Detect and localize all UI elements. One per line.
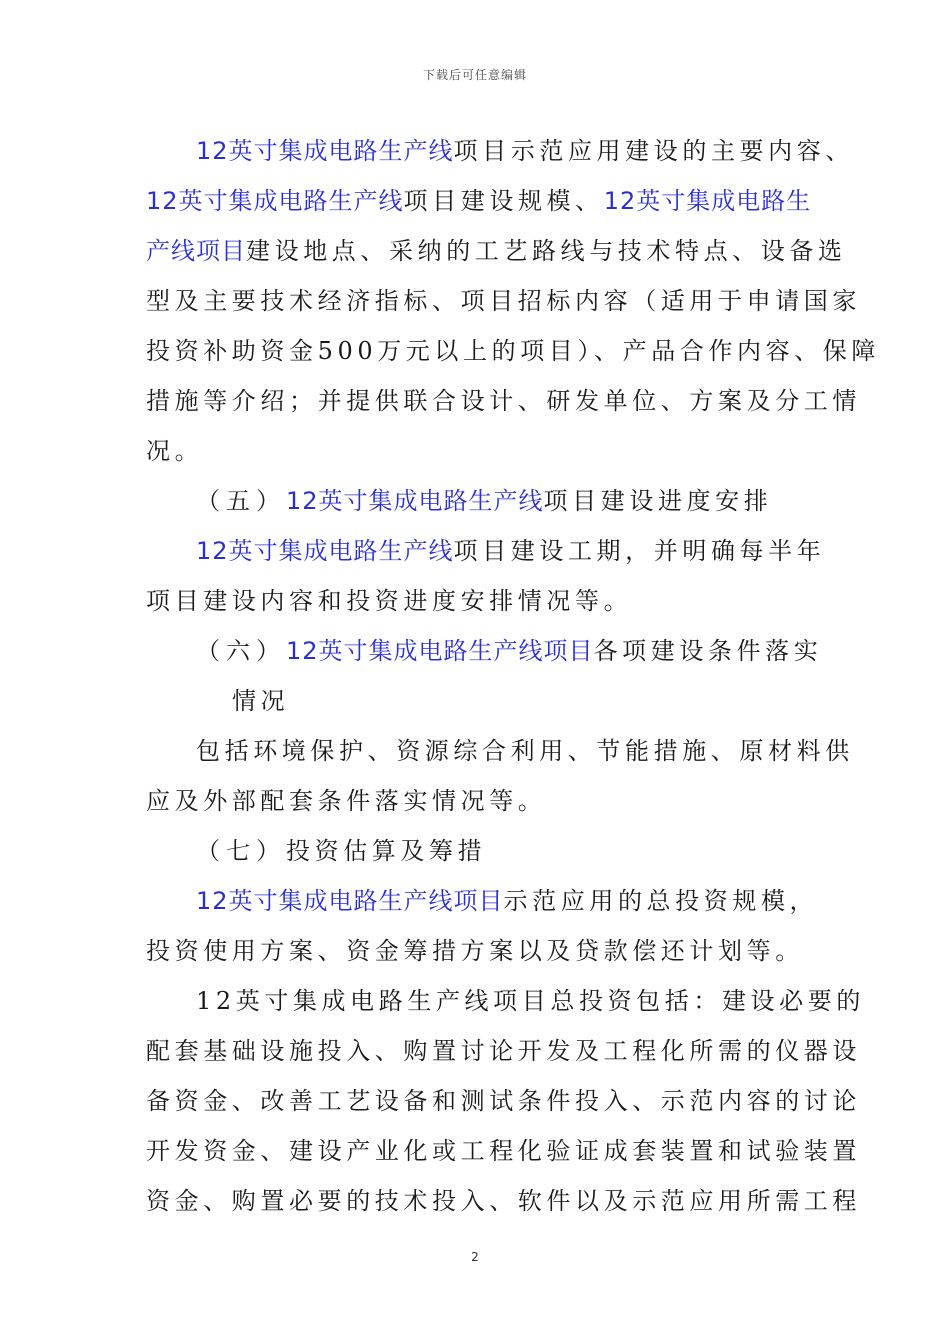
text-line: 包括环境保护、资源综合利用、节能措施、原材料供	[196, 737, 854, 765]
page-header: 下载后可任意编辑	[422, 68, 527, 82]
text-span: 项目建设进度安排	[543, 487, 773, 515]
highlight-text: 12英寸集成电路生	[603, 187, 812, 215]
text-span: 项目示范应用建设的主要内容、	[453, 137, 854, 165]
text-span: 投资估算及筹措	[286, 837, 487, 865]
text-span: 示范应用的总投资规模，	[503, 887, 819, 915]
section-number: （七）	[196, 837, 286, 865]
text-span: 建设地点、采纳的工艺路线与技术特点、设备选	[246, 237, 847, 265]
highlight-text: 12英寸集成电路生产线	[196, 537, 454, 565]
text-line: 应及外部配套条件落实情况等。	[146, 787, 547, 815]
highlight-text: 12英寸集成电路生产线	[286, 487, 544, 515]
section-heading-5	[146, 476, 810, 526]
section-heading-6	[146, 626, 823, 676]
highlight-text: 12英寸集成电路生产线	[196, 137, 454, 165]
section-heading-7	[146, 826, 810, 876]
section-heading-6-cont: 情况	[232, 687, 290, 715]
text-line	[146, 526, 826, 576]
section-number: （五）	[196, 487, 286, 515]
highlight-text: 12英寸集成电路生产线项目	[286, 637, 594, 665]
text-span: 项目建设规模、	[403, 187, 604, 215]
page-number: 2	[471, 1250, 479, 1264]
text-line: 12英寸集成电路生产线项目总投资包括：建设必要的	[196, 987, 865, 1015]
text-span: 项目建设工期，并明确每半年	[453, 537, 826, 565]
text-line: 型及主要技术经济指标、项目招标内容（适用于申请国家	[146, 287, 861, 315]
highlight-text: 产线项目	[146, 237, 246, 265]
text-line: 投资使用方案、资金筹措方案以及贷款偿还计划等。	[146, 937, 804, 965]
document-body	[146, 126, 881, 1226]
text-line	[146, 226, 847, 276]
highlight-text: 12英寸集成电路生产线项目	[196, 887, 504, 915]
text-line	[146, 876, 819, 926]
text-line: 况。	[146, 437, 204, 465]
text-span: 各项建设条件落实	[593, 637, 823, 665]
highlight-text: 12英寸集成电路生产线	[146, 187, 404, 215]
section-number: （六）	[196, 637, 286, 665]
text-line: 资金、购置必要的技术投入、软件以及示范应用所需工程	[146, 1187, 861, 1215]
text-line: 投资补助资金500万元以上的项目）、产品合作内容、保障	[146, 337, 881, 365]
text-line: 开发资金、建设产业化或工程化验证成套装置和试验装置	[146, 1137, 861, 1165]
text-line	[146, 176, 810, 226]
text-line: 措施等介绍；并提供联合设计、研发单位、方案及分工情	[146, 387, 861, 415]
text-line: 项目建设内容和投资进度安排情况等。	[146, 587, 633, 615]
text-line: 配套基础设施投入、购置讨论开发及工程化所需的仪器设	[146, 1037, 861, 1065]
text-line	[146, 126, 854, 176]
text-line: 备资金、改善工艺设备和测试条件投入、示范内容的讨论	[146, 1087, 861, 1115]
